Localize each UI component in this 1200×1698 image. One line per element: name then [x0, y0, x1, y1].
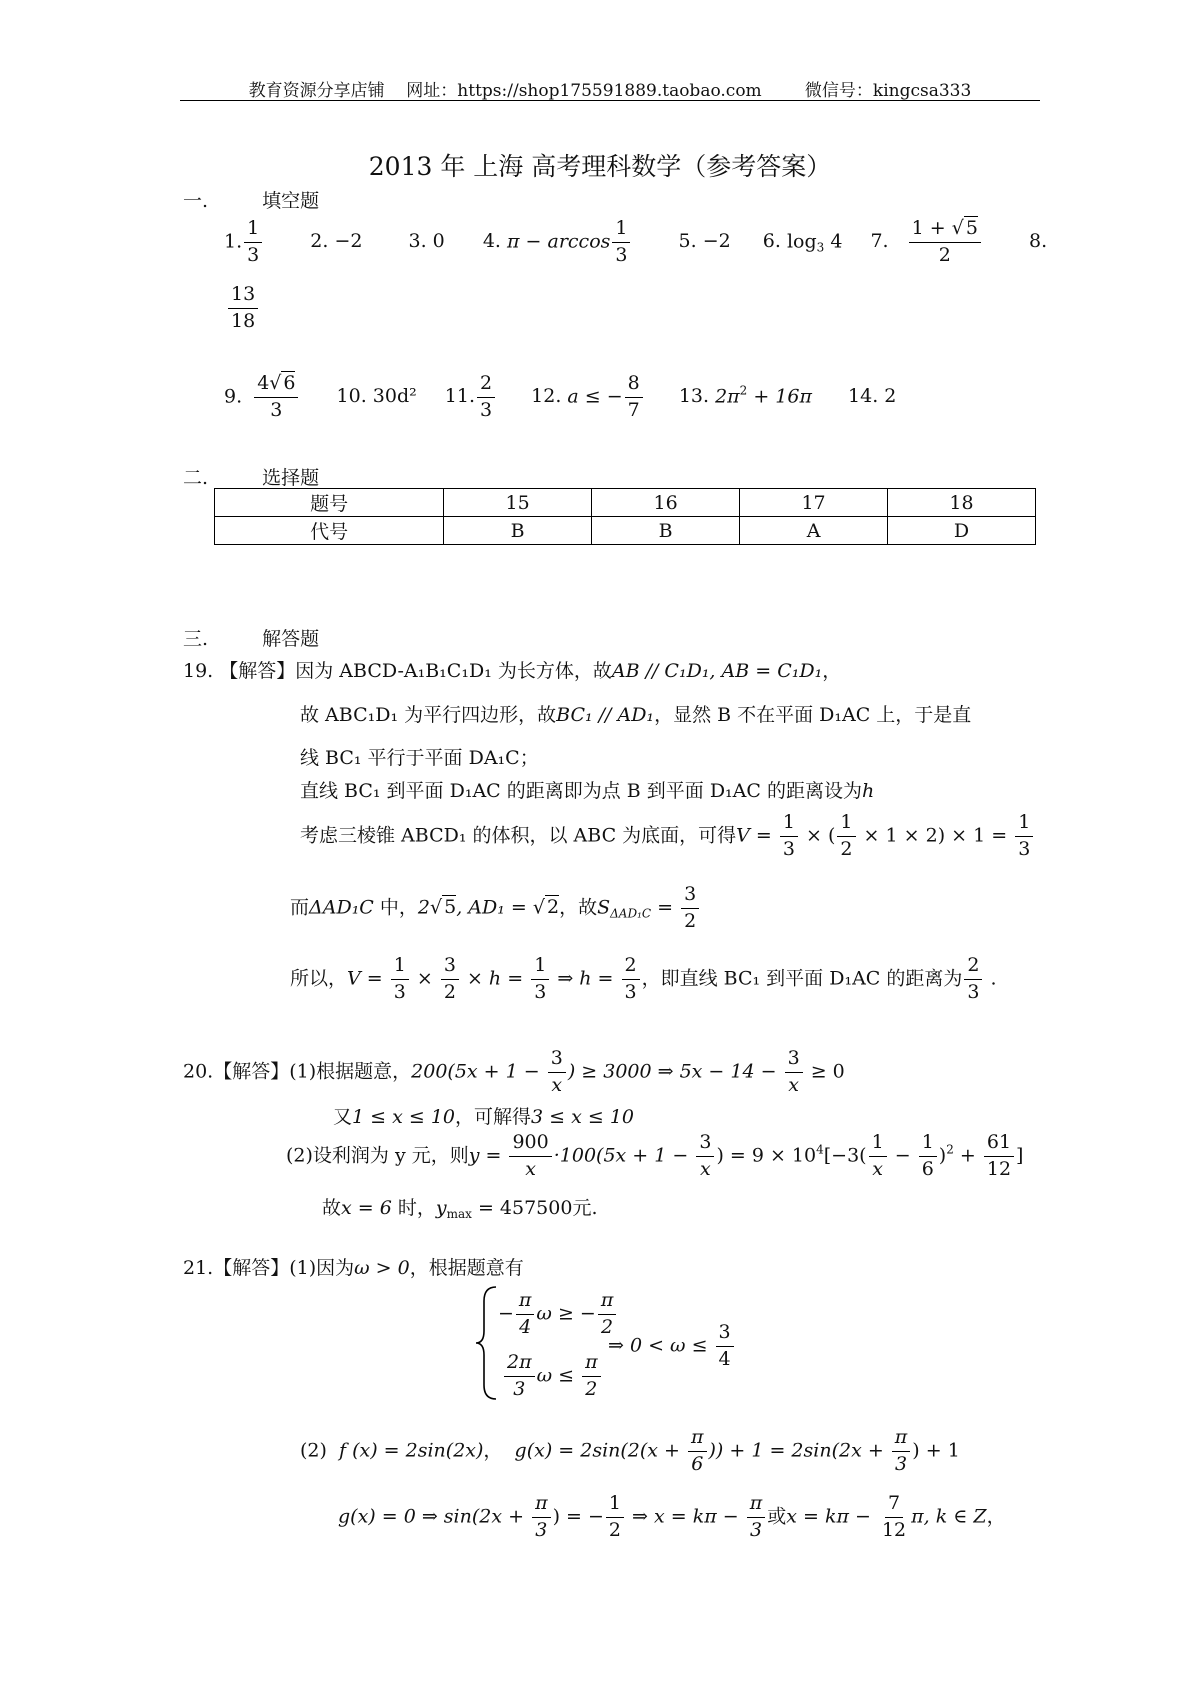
answer-6-num: 6.: [762, 230, 781, 253]
q19-line-1: [183, 656, 841, 683]
math: 1 ≤ x ≤ 10: [352, 1106, 455, 1128]
fraction: [509, 1132, 551, 1181]
math: AB // C₁D₁, AB = C₁D₁: [611, 660, 823, 682]
denominator: x: [525, 1157, 536, 1180]
q21-system-line-1: [498, 1290, 618, 1339]
math: −: [888, 1144, 917, 1167]
answer-6-log: log: [786, 230, 817, 253]
text: ，故: [559, 896, 598, 919]
fraction: [747, 1493, 766, 1542]
text: 因为 ABCD-A₁B₁C₁D₁ 为长方体，故: [295, 660, 612, 682]
answer-2: 2. −2: [310, 230, 363, 253]
table-cell: A: [740, 517, 888, 545]
fraction: [532, 1493, 551, 1542]
page-header: [180, 76, 1040, 101]
answer-8-fraction-inner: [228, 284, 258, 333]
text: ，: [822, 660, 842, 682]
numerator: 2: [622, 955, 640, 980]
q20-line-2: [333, 1102, 634, 1129]
numerator: 1: [244, 218, 262, 243]
numerator: π: [516, 1290, 535, 1315]
math: −: [498, 1302, 514, 1325]
math: y =: [468, 1144, 508, 1167]
numerator: 2: [964, 955, 982, 980]
fraction: [1015, 812, 1033, 861]
math: 2: [417, 896, 430, 919]
section-number: 三.: [183, 628, 209, 650]
math: g(x) = 0 ⇒ sin(2x +: [338, 1505, 531, 1528]
math: ω ≤: [536, 1364, 581, 1387]
denominator: 2: [443, 980, 456, 1003]
text: 时，: [391, 1197, 436, 1219]
shop-name: 教育资源分享店铺: [248, 81, 385, 101]
q19-line-4: [300, 776, 874, 803]
text: 故: [322, 1197, 342, 1219]
section-label: 填空题: [262, 190, 320, 212]
answer-8-fraction: [226, 284, 260, 333]
q20-label: 20.【解答】: [183, 1060, 290, 1083]
text: (1)根据题意，: [289, 1060, 412, 1083]
math: ⇒ 0 < ω ≤: [608, 1334, 714, 1357]
text: 或: [767, 1505, 787, 1528]
radicand: 5: [965, 217, 978, 239]
text: ，显然 B 不在平面 D₁AC 上，于是直: [654, 704, 972, 726]
answer-1-fraction: [244, 218, 262, 267]
q19-line-5: [300, 812, 1035, 861]
math: ]: [1016, 1144, 1024, 1167]
numerator: 3: [696, 1132, 714, 1157]
numerator: 1: [612, 218, 630, 243]
denominator: 3: [967, 980, 980, 1003]
fill-answers-row1: [224, 218, 1047, 267]
fraction: [582, 1352, 601, 1401]
fraction: [681, 884, 699, 933]
denominator: 3: [895, 1452, 908, 1475]
denominator: 2: [840, 837, 853, 860]
numerator: 1: [837, 812, 855, 837]
table-cell: 代号: [215, 517, 444, 545]
url-label: 网址：: [406, 81, 458, 101]
section-label: 选择题: [262, 467, 320, 489]
q21-line-3: [338, 1493, 1006, 1542]
answer-4-num: 4.: [482, 230, 501, 253]
answer-6-base: 3: [816, 240, 825, 255]
math: ) ≥ 3000 ⇒ 5x − 14 −: [567, 1060, 783, 1083]
math: ω ≥ −: [536, 1302, 596, 1325]
answer-7-num: 7.: [870, 230, 889, 253]
numerator: 61: [984, 1132, 1014, 1157]
answer-3: 3. 0: [408, 230, 445, 253]
text: (2): [300, 1439, 327, 1462]
numerator-part: 1 +: [911, 217, 952, 239]
math: y: [435, 1197, 447, 1219]
fraction: [892, 1427, 911, 1476]
numerator: π: [532, 1493, 551, 1518]
denominator: 2: [608, 1518, 622, 1541]
denominator: 3: [615, 243, 628, 266]
numerator: 3: [785, 1048, 803, 1073]
math: V =: [347, 967, 389, 990]
q20-line-4: [322, 1193, 598, 1221]
header-rule: [180, 100, 1040, 101]
page-title: 2013 年 上海 高考理科数学（参考答案）: [368, 152, 832, 181]
denominator: x: [551, 1073, 563, 1096]
math: 3 ≤ x ≤ 10: [531, 1106, 634, 1128]
answer-9-fraction: [254, 373, 298, 422]
fraction: [391, 955, 409, 1004]
math: BC₁ // AD₁: [556, 704, 655, 726]
fill-answers-row2: [224, 373, 896, 422]
answer-12-num: 12.: [531, 385, 562, 408]
math: = 457500: [471, 1197, 573, 1219]
numerator: 3: [441, 955, 459, 980]
fraction: [837, 812, 855, 861]
table-row: [215, 517, 1036, 545]
answer-4-expr: π − arccos: [507, 230, 611, 253]
math: )) + 1 = 2sin(2x +: [708, 1439, 890, 1462]
denominator: x: [700, 1157, 711, 1180]
numerator: π: [892, 1427, 911, 1452]
table-cell: D: [888, 517, 1036, 545]
numerator: 900: [509, 1132, 551, 1157]
fraction: [696, 1132, 714, 1181]
answer-5: 5. −2: [678, 230, 731, 253]
fraction: [622, 955, 640, 1004]
denominator: 3: [624, 980, 637, 1003]
answer-13-expr: 2π: [715, 385, 740, 408]
section-number: 一.: [183, 190, 209, 212]
answer-9-num: 9.: [224, 385, 243, 408]
numerator: 8: [625, 373, 643, 398]
q21-line-1: [183, 1253, 524, 1280]
section-solution-heading: [183, 624, 319, 651]
denominator: 3: [749, 1518, 763, 1541]
numerator: 1: [1015, 812, 1033, 837]
math: ΔAD₁C: [309, 896, 374, 919]
fraction: [504, 1352, 535, 1401]
denominator: 3: [513, 1377, 526, 1400]
answer-11-num: 11.: [444, 385, 476, 408]
fraction: [785, 1048, 803, 1097]
numerator: 1: [919, 1132, 937, 1157]
math: × h =: [460, 967, 530, 990]
math: g(x) = 2sin(2(x +: [514, 1439, 687, 1462]
numerator: π: [598, 1290, 617, 1315]
text: 中，: [373, 896, 418, 919]
text: (2)设利润为 y 元，则: [286, 1144, 469, 1167]
numerator: 1: [869, 1132, 887, 1157]
denominator: x: [788, 1073, 799, 1096]
fraction: [964, 955, 982, 1004]
text: 故 ABC₁D₁ 为平行四边形，故: [300, 704, 557, 726]
choice-answer-table: [214, 488, 1036, 545]
denominator: 12: [881, 1518, 907, 1541]
q19-line-2: [300, 700, 971, 727]
subscript: max: [446, 1207, 472, 1221]
q21-system-result: [608, 1322, 736, 1371]
answer-12-expr: a ≤ −: [567, 385, 623, 408]
answer-6-arg: 4: [830, 230, 843, 253]
denominator: 3: [782, 837, 795, 860]
denominator: 2: [684, 909, 697, 932]
answer-11-fraction: [477, 373, 495, 422]
numerator: 1: [391, 955, 409, 980]
math: x = kπ −: [786, 1505, 877, 1528]
text: 考虑三棱锥 ABCD₁ 的体积，以 ABC 为底面，可得: [300, 824, 737, 847]
fraction: [516, 1290, 535, 1339]
numerator: 3: [681, 884, 699, 909]
math: × 1 × 2) × 1 =: [857, 824, 1014, 847]
fraction: [688, 1427, 707, 1476]
answer-13-num: 13.: [678, 385, 710, 408]
table-header-cell: 题号: [215, 489, 444, 517]
answer-4-fraction: [612, 218, 630, 267]
fraction: [531, 955, 549, 1004]
denominator: 7: [627, 398, 640, 421]
numerator: 13: [228, 284, 258, 309]
q21-system-line-2: [502, 1352, 603, 1401]
denominator: 2: [585, 1377, 598, 1400]
denominator: 2: [601, 1315, 614, 1338]
exponent: 2: [946, 1142, 954, 1157]
math: ⇒ x = kπ −: [626, 1505, 745, 1528]
math: ω > 0: [354, 1257, 410, 1279]
text: ，即直线 BC₁ 到平面 D₁AC 的距离为: [641, 967, 963, 990]
denominator: 3: [247, 243, 260, 266]
answer-8-num: 8.: [1029, 230, 1048, 253]
denominator: 6: [691, 1452, 704, 1475]
numerator: π: [688, 1427, 707, 1452]
table-cell: B: [592, 517, 740, 545]
table-header-cell: 16: [592, 489, 740, 517]
denominator: x: [872, 1157, 884, 1180]
numerator: 2π: [504, 1352, 535, 1377]
fraction: [606, 1493, 624, 1542]
text: 元.: [572, 1197, 598, 1219]
denominator: 3: [534, 980, 547, 1003]
math: +: [953, 1144, 982, 1167]
denominator: 3: [270, 398, 283, 421]
table-header-cell: 15: [444, 489, 592, 517]
numerator: 7: [885, 1493, 903, 1518]
answer-13-exponent: 2: [739, 383, 748, 398]
math: ·100(5x + 1 −: [553, 1144, 695, 1167]
math: ⇒ h =: [551, 967, 620, 990]
radicand: 5: [444, 896, 457, 919]
math: f (x) = 2sin(2x): [339, 1439, 484, 1462]
fraction: [716, 1322, 734, 1371]
radicand: 6: [283, 372, 296, 394]
math: ) + 1: [912, 1439, 960, 1462]
text: ，可解得: [455, 1106, 532, 1128]
text: 所以，: [290, 967, 348, 990]
fraction: [919, 1132, 937, 1181]
q20-line-3: [286, 1132, 1023, 1181]
denominator: 3: [480, 398, 493, 421]
table-header-cell: 17: [740, 489, 888, 517]
denominator: 4: [519, 1315, 532, 1338]
denominator: 6: [921, 1157, 934, 1180]
exponent: 4: [816, 1142, 824, 1157]
numerator: 1: [531, 955, 549, 980]
fraction: [441, 955, 459, 1004]
q19-label: 19. 【解答】: [183, 660, 296, 682]
math: [−3(: [823, 1144, 867, 1167]
denominator: 3: [393, 980, 406, 1003]
answer-13-expr-tail: + 16π: [747, 385, 812, 408]
text: ，根据题意有: [409, 1257, 524, 1279]
numerator: 1 + √ 5: [909, 218, 981, 243]
math: ×: [410, 967, 439, 990]
numerator: 1: [606, 1493, 624, 1518]
answer-7-fraction: [909, 218, 981, 267]
math: ): [938, 1144, 947, 1167]
math: 200(5x + 1 −: [411, 1060, 546, 1083]
fraction: [869, 1132, 887, 1181]
fraction: [780, 812, 798, 861]
math: V =: [736, 824, 778, 847]
q19-line-6: 而ΔAD₁C 中，2√ 5, AD₁ = √ 2，故$S_{\Delta AD_1C}$ = $\frac{3}{2}$: [290, 884, 701, 933]
q21-label: 21.【解答】: [183, 1257, 290, 1279]
table-cell: B: [444, 517, 592, 545]
q20-line-1: [183, 1048, 845, 1097]
math: ) = −: [552, 1505, 604, 1528]
math: S: [597, 896, 611, 919]
math: h: [861, 780, 875, 802]
math: ) = 9 × 10: [716, 1144, 817, 1167]
numerator: 1: [780, 812, 798, 837]
answer-12-fraction: [625, 373, 643, 422]
section-fill-heading: [183, 186, 319, 213]
answer-14: 14. 2: [848, 385, 897, 408]
radicand: 2: [546, 896, 560, 919]
denominator: 2: [938, 243, 951, 266]
numerator: π: [582, 1352, 601, 1377]
math: × (: [800, 824, 836, 847]
numerator: 3: [548, 1048, 566, 1073]
math: , AD₁ =: [456, 896, 533, 919]
denominator: 4: [718, 1347, 731, 1370]
wechat-id: kingcsa333: [872, 81, 972, 101]
section-label: 解答题: [262, 628, 320, 650]
text: 又: [333, 1106, 353, 1128]
numerator: π: [747, 1493, 766, 1518]
numerator: 4√ 6: [254, 373, 298, 398]
shop-url[interactable]: https://shop175591889.taobao.com: [457, 81, 762, 101]
subscript: ΔAD₁C: [610, 906, 652, 921]
numerator: 3: [716, 1322, 734, 1347]
math: =: [651, 896, 680, 919]
text: 直线 BC₁ 到平面 D₁AC 的距离即为点 B 到平面 D₁AC 的距离设为: [300, 780, 862, 802]
text: ，: [483, 1439, 503, 1462]
denominator: 3: [535, 1518, 548, 1541]
section-choice-heading: [183, 463, 319, 490]
math: π, k ∈ Z: [911, 1505, 987, 1528]
table-row: [215, 489, 1036, 517]
denominator: 12: [986, 1157, 1012, 1180]
q19-line-7: [290, 955, 997, 1004]
denominator: 3: [1018, 837, 1031, 860]
text: 而: [290, 896, 310, 919]
answer-1-num: 1.: [224, 230, 243, 253]
answer-10: 10. 30d²: [336, 385, 417, 408]
text: ，: [986, 1505, 1006, 1528]
numerator: 2: [477, 373, 495, 398]
math: x = 6: [341, 1197, 392, 1219]
q19-line-3: 线 BC₁ 平行于平面 DA₁C；: [300, 747, 539, 769]
numerator-part: 4: [257, 372, 270, 394]
text: (1)因为: [289, 1257, 355, 1279]
fraction: [984, 1132, 1014, 1181]
fraction: [548, 1048, 566, 1097]
text: .: [984, 967, 997, 990]
table-header-cell: 18: [888, 489, 1036, 517]
fraction: [879, 1493, 909, 1542]
section-number: 二.: [183, 467, 209, 489]
q21-line-2: [300, 1427, 960, 1476]
wechat-label: 微信号：: [804, 81, 873, 101]
denominator: 18: [231, 309, 256, 332]
math: ≥ 0: [804, 1060, 845, 1083]
